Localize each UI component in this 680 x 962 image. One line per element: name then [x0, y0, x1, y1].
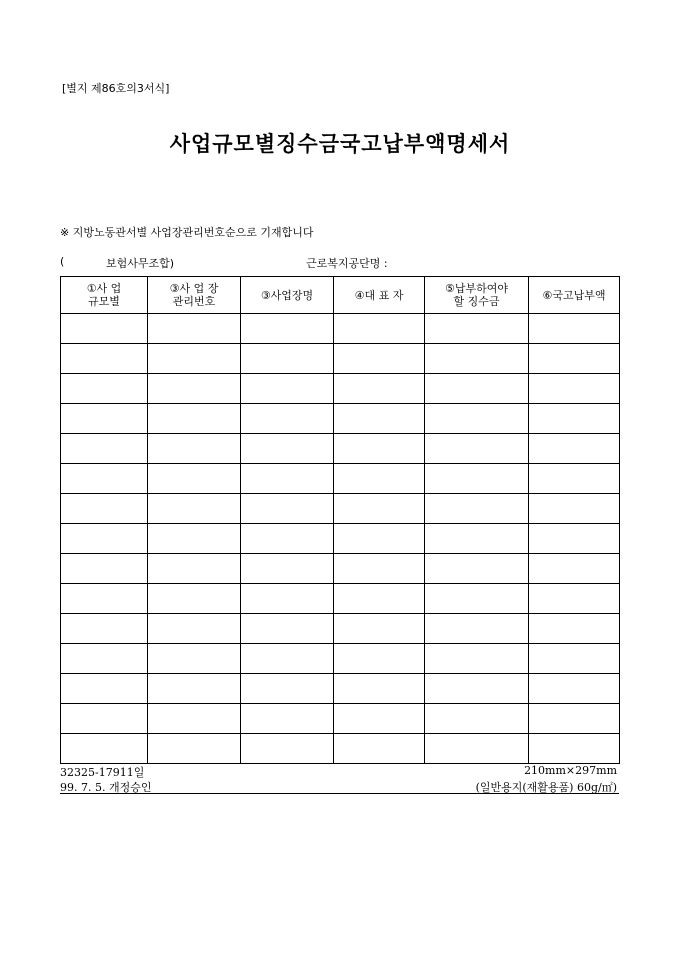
table-cell: [425, 374, 529, 404]
table-cell: [334, 614, 425, 644]
table-cell: [148, 344, 241, 374]
table-cell: [61, 644, 148, 674]
table-cell: [61, 314, 148, 344]
header-site-number: [148, 277, 241, 314]
table-cell: [425, 674, 529, 704]
header-label: ③사업장명: [260, 288, 314, 302]
table-cell: [529, 314, 620, 344]
table-row: [61, 434, 620, 464]
header-treasury-payment: [529, 277, 620, 314]
table-row: [61, 524, 620, 554]
table-cell: [241, 644, 334, 674]
header-label: ⑤납부하여야 할 징수금: [445, 282, 508, 308]
table-cell: [334, 644, 425, 674]
table-cell: [425, 644, 529, 674]
table-cell: [334, 554, 425, 584]
header-payable-amount: [425, 277, 529, 314]
table-cell: [61, 494, 148, 524]
table-cell: [334, 344, 425, 374]
table-cell: [148, 734, 241, 764]
header-site-name: [241, 277, 334, 314]
table-cell: [241, 314, 334, 344]
table-cell: [241, 494, 334, 524]
table-cell: [334, 494, 425, 524]
table-cell: [241, 584, 334, 614]
table-cell: [241, 704, 334, 734]
table-cell: [425, 524, 529, 554]
table-cell: [148, 614, 241, 644]
header-business-scale: [61, 277, 148, 314]
table-cell: [61, 344, 148, 374]
table-row: [61, 644, 620, 674]
table-cell: [148, 584, 241, 614]
table-cell: [241, 554, 334, 584]
table-cell: [334, 464, 425, 494]
table-cell: [529, 374, 620, 404]
table-cell: [334, 584, 425, 614]
table-cell: [61, 614, 148, 644]
header-label: ①사 업 규모별: [86, 282, 122, 308]
table-cell: [334, 434, 425, 464]
table-cell: [148, 494, 241, 524]
table-cell: [148, 524, 241, 554]
table-cell: [425, 434, 529, 464]
table-cell: [241, 464, 334, 494]
table-cell: [425, 584, 529, 614]
table-cell: [61, 554, 148, 584]
statement-table: [60, 276, 620, 764]
table-cell: [148, 644, 241, 674]
table-cell: [241, 524, 334, 554]
table-cell: [61, 524, 148, 554]
table-cell: [334, 374, 425, 404]
table-cell: [529, 704, 620, 734]
table-cell: [61, 434, 148, 464]
form-number-label: [별지 제86호의3서식]: [62, 82, 170, 95]
table-cell: [529, 644, 620, 674]
table-cell: [425, 464, 529, 494]
organization-line: [60, 255, 620, 271]
table-cell: [529, 584, 620, 614]
table-cell: [529, 674, 620, 704]
table-cell: [148, 434, 241, 464]
table-cell: [425, 734, 529, 764]
header-label: ⑥국고납부액: [542, 288, 606, 302]
table-cell: [148, 314, 241, 344]
table-cell: [334, 404, 425, 434]
table-cell: [61, 704, 148, 734]
table-cell: [241, 674, 334, 704]
form-code: 32325-17911일: [60, 766, 145, 779]
table-cell: [148, 374, 241, 404]
table-cell: [241, 734, 334, 764]
table-cell: [425, 404, 529, 434]
table-row: [61, 314, 620, 344]
table-row: [61, 494, 620, 524]
table-row: [61, 584, 620, 614]
insurance-office-label: 보험사무조합): [106, 257, 175, 270]
table-row: [61, 704, 620, 734]
table-cell: [148, 704, 241, 734]
table-cell: [425, 704, 529, 734]
paper-type: (일반용지(재활용품) 60g/㎡): [475, 781, 617, 794]
table-cell: [529, 434, 620, 464]
table-row: [61, 614, 620, 644]
table-cell: [529, 734, 620, 764]
table-cell: [61, 674, 148, 704]
table-cell: [529, 344, 620, 374]
table-cell: [425, 344, 529, 374]
table-cell: [529, 464, 620, 494]
table-cell: [241, 344, 334, 374]
table-cell: [334, 524, 425, 554]
table-cell: [241, 614, 334, 644]
table-cell: [148, 554, 241, 584]
table-cell: [241, 404, 334, 434]
form-footer: [60, 762, 619, 794]
table-row: [61, 344, 620, 374]
table-cell: [61, 464, 148, 494]
approval-date: 99. 7. 5. 개정승인: [60, 781, 152, 794]
document-title: 사업규모별징수금국고납부액명세서: [169, 131, 511, 156]
table-cell: [61, 404, 148, 434]
table-cell: [529, 404, 620, 434]
table-cell: [425, 494, 529, 524]
table-cell: [529, 494, 620, 524]
table-row: [61, 554, 620, 584]
table-cell: [241, 434, 334, 464]
table-cell: [529, 524, 620, 554]
table-cell: [148, 404, 241, 434]
instruction-note: ※ 지방노동관서별 사업장관리번호순으로 기재합니다: [60, 226, 314, 239]
table-cell: [148, 674, 241, 704]
table-cell: [425, 554, 529, 584]
table-row: [61, 674, 620, 704]
table-cell: [241, 374, 334, 404]
table-row: [61, 734, 620, 764]
table-header-row: [61, 277, 620, 314]
header-representative: [334, 277, 425, 314]
org-open-paren: (: [60, 255, 65, 268]
table-row: [61, 374, 620, 404]
header-label: ③사 업 장 관리번호: [169, 282, 219, 308]
table-cell: [61, 584, 148, 614]
table-cell: [334, 734, 425, 764]
paper-size: 210mm×297mm: [524, 764, 617, 777]
table-cell: [61, 734, 148, 764]
table-cell: [529, 614, 620, 644]
table-row: [61, 404, 620, 434]
table-cell: [425, 614, 529, 644]
kcomwel-name-label: 근로복지공단명 :: [306, 257, 388, 270]
table-row: [61, 464, 620, 494]
header-label: ④대 표 자: [354, 288, 404, 302]
table-cell: [334, 704, 425, 734]
table-cell: [425, 314, 529, 344]
table-cell: [148, 464, 241, 494]
table-cell: [529, 554, 620, 584]
table-cell: [334, 674, 425, 704]
table-cell: [334, 314, 425, 344]
table-cell: [61, 374, 148, 404]
